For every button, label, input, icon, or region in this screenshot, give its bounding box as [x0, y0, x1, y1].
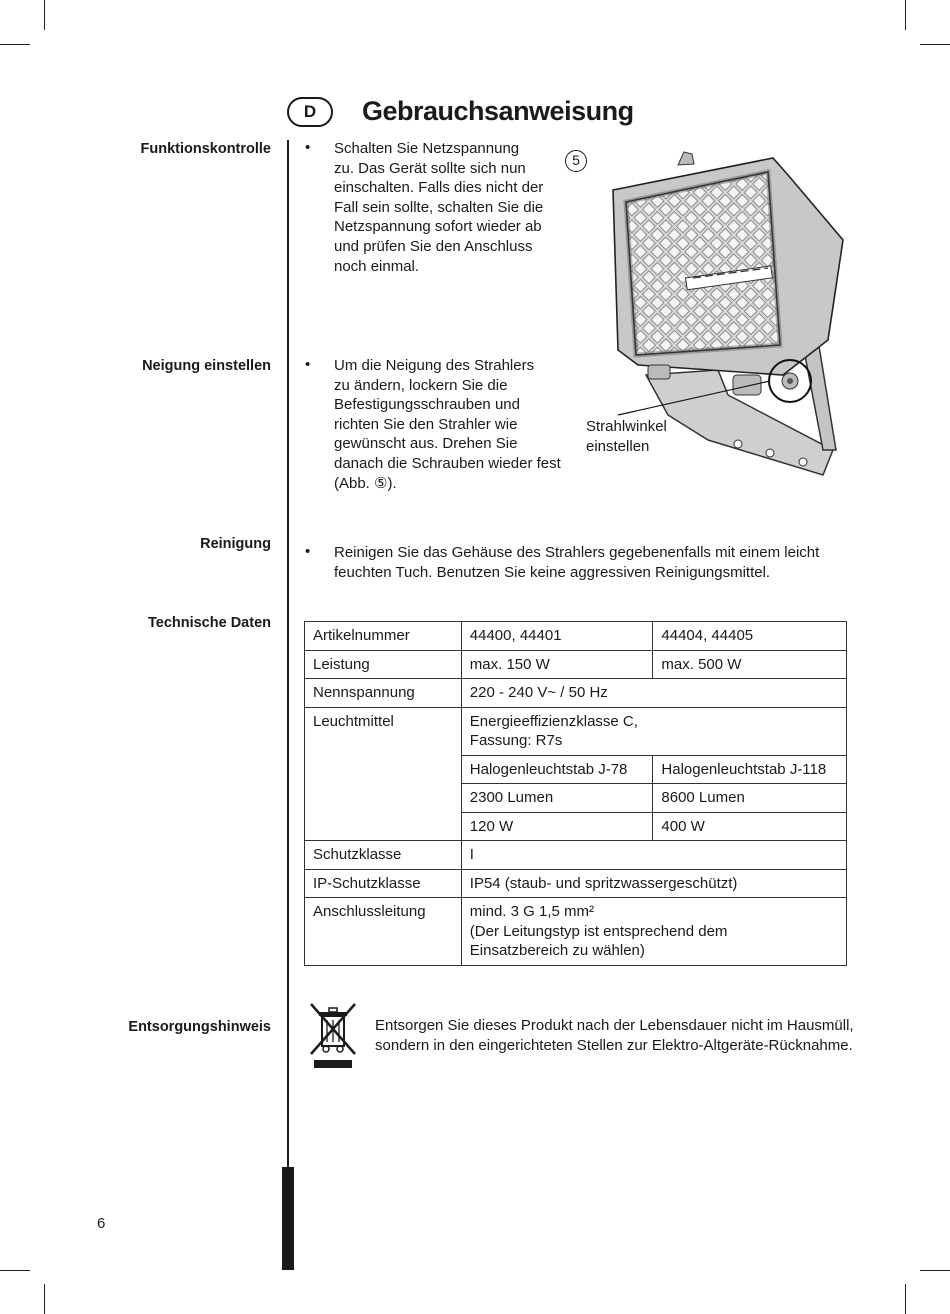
table-cell: IP54 (staub- und spritzwassergeschützt): [461, 869, 846, 898]
table-row: [305, 841, 847, 870]
disposal-text: [375, 1016, 854, 1056]
text-line: Netzspannung sofort wieder ab: [334, 218, 542, 236]
crop-mark: [920, 1270, 950, 1271]
page-number: 6: [97, 1215, 106, 1232]
cell-line: Einsatzbereich zu wählen): [469, 942, 645, 959]
table-cell: max. 500 W: [653, 650, 847, 679]
cell-line: (Der Leitungstyp ist entsprechend dem: [469, 922, 728, 940]
crop-mark: [905, 1284, 906, 1314]
figure-caption: [586, 417, 667, 456]
table-row: [305, 869, 847, 898]
crop-mark: [44, 0, 45, 30]
text-line: einschalten. Falls dies nicht der: [334, 179, 544, 197]
table-cell: Halogenleuchtstab J-118: [653, 755, 847, 784]
text-line: richten Sie den Strahler wie: [334, 415, 518, 433]
bullet: •: [305, 139, 311, 156]
text-line: noch einmal.: [334, 257, 420, 275]
text-line: gewünscht aus. Drehen Sie: [334, 435, 518, 453]
cell-line: mind. 3 G 1,5 mm²: [469, 903, 594, 920]
text-line: sondern in den eingerichteten Stellen zur Elektro-Altgeräte-Rücknahme.: [375, 1037, 853, 1054]
table-cell: Schutzklasse: [305, 841, 462, 870]
cell-line: Fassung: R7s: [469, 732, 563, 749]
table-cell: Nennspannung: [305, 679, 462, 708]
table-cell: 2300 Lumen: [461, 784, 653, 813]
margin-rule: [287, 140, 289, 1170]
text-line: Schalten Sie Netzspannung: [334, 140, 520, 157]
text-line: Entsorgen Sie dieses Produkt nach der Lebensdauer nicht im Hausmüll,: [375, 1017, 854, 1034]
crop-mark: [0, 1270, 30, 1271]
bullet: •: [305, 543, 311, 560]
text-line: Reinigen Sie das Gehäuse des Strahlers gegebenenfalls mit einem leicht: [334, 544, 820, 561]
crop-mark: [905, 0, 906, 30]
table-row: [305, 650, 847, 679]
weee-bar: [314, 1060, 352, 1068]
table-cell: Artikelnummer: [305, 622, 462, 651]
section-label-entsorgung: Entsorgungshinweis: [128, 1019, 271, 1035]
crop-mark: [0, 44, 30, 45]
table-cell: Leuchtmittel: [305, 707, 462, 841]
table-cell: 220 - 240 V~ / 50 Hz: [461, 679, 846, 708]
text-line: danach die Schrauben wieder fest: [334, 454, 561, 472]
crossed-bin-icon: [308, 1002, 358, 1058]
table-cell: [461, 898, 846, 966]
neigung-text: [334, 356, 561, 493]
language-badge: D: [287, 97, 333, 127]
table-row: [305, 679, 847, 708]
table-row: [305, 898, 847, 966]
text-line: und prüfen Sie den Anschluss: [334, 237, 533, 255]
text-line: Befestigungsschrauben und: [334, 396, 520, 414]
figure-number: 5: [565, 150, 587, 172]
table-cell: Halogenleuchtstab J-78: [461, 755, 653, 784]
table-cell: 120 W: [461, 812, 653, 841]
page-title: Gebrauchsanweisung: [362, 96, 634, 126]
reinigung-text: [334, 543, 819, 582]
section-label-reinigung: Reinigung: [200, 536, 271, 552]
table-cell: max. 150 W: [461, 650, 653, 679]
text-line: zu. Das Gerät sollte sich nun: [334, 159, 526, 177]
spec-table: [304, 621, 847, 966]
caption-line: einstellen: [586, 437, 650, 455]
table-row: [305, 707, 847, 755]
text-line: Um die Neigung des Strahlers: [334, 357, 535, 374]
funktionskontrolle-text: [334, 139, 543, 276]
crop-mark: [920, 44, 950, 45]
table-cell: IP-Schutzklasse: [305, 869, 462, 898]
table-cell: I: [461, 841, 846, 870]
section-label-funktionskontrolle: Funktionskontrolle: [140, 141, 271, 157]
section-label-technische-daten: Technische Daten: [147, 615, 271, 631]
caption-line: Strahlwinkel: [586, 418, 667, 435]
table-row: [305, 622, 847, 651]
table-cell: Leistung: [305, 650, 462, 679]
table-cell: 44400, 44401: [461, 622, 653, 651]
table-cell: 44404, 44405: [653, 622, 847, 651]
text-line: feuchten Tuch. Benutzen Sie keine aggressiven Reinigungsmittel.: [334, 563, 771, 581]
text-line: zu ändern, lockern Sie die: [334, 376, 508, 394]
bullet: •: [305, 356, 311, 373]
table-cell: [461, 707, 846, 755]
section-label-neigung: Neigung einstellen: [142, 358, 271, 374]
text-line: (Abb. ⑤).: [334, 474, 397, 492]
table-cell: 400 W: [653, 812, 847, 841]
table-cell: Anschlussleitung: [305, 898, 462, 966]
margin-tab-bar: [282, 1167, 294, 1270]
table-cell: 8600 Lumen: [653, 784, 847, 813]
cell-line: Energieeffizienzklasse C,: [469, 712, 638, 730]
text-line: Fall sein sollte, schalten Sie die: [334, 198, 544, 216]
crop-mark: [44, 1284, 45, 1314]
